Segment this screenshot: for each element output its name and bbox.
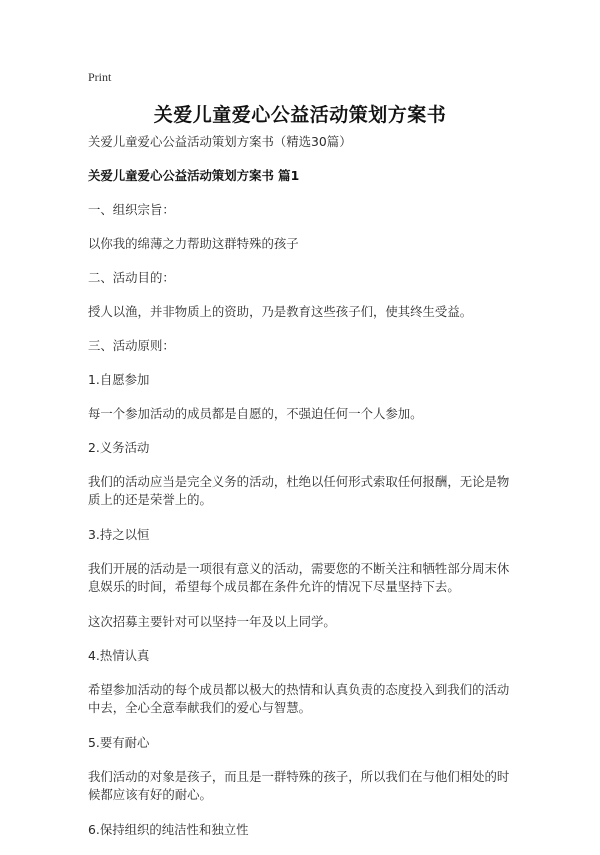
principle-6-heading: 6.保持组织的纯洁性和独立性 [88,822,249,837]
section-heading: 关爱儿童爱心公益活动策划方案书 篇1 [88,168,300,183]
document-subtitle: 关爱儿童爱心公益活动策划方案书（精选30篇） [88,134,352,149]
principle-3-text: 我们开展的活动是一项很有意义的活动，需要您的不断关注和牺牲部分周末休息娱乐的时间，希望每个成员都在条件允许的情况下尽量坚持下去。 [88,561,510,594]
paragraph-purpose-text: 以你我的绵薄之力帮助这群特殊的孩子 [88,236,299,251]
document-body [88,133,518,855]
paragraph-goal-heading: 二、活动目的： [88,270,175,285]
principle-2-heading: 2.义务活动 [88,440,150,455]
principle-3-note: 这次招募主要针对可以坚持一年及以上同学。 [88,614,336,629]
principle-1-heading: 1.自愿参加 [88,372,150,387]
print-link[interactable]: Print [88,70,112,84]
paragraph-principles-heading: 三、活动原则： [88,338,175,353]
principle-2-text: 我们的活动应当是完全义务的活动，杜绝以任何形式索取任何报酬，无论是物质上的还是荣誉上的。 [88,474,510,507]
paragraph-purpose-heading: 一、组织宗旨： [88,202,175,217]
principle-5-text: 我们活动的对象是孩子，而且是一群特殊的孩子，所以我们在与他们相处的时候都应该有好的耐心。 [88,769,510,802]
principle-3-heading: 3.持之以恒 [88,527,150,542]
paragraph-goal-text: 授人以渔，并非物质上的资助，乃是教育这些孩子们，使其终生受益。 [88,304,473,319]
principle-4-heading: 4.热情认真 [88,648,150,663]
principle-4-text: 希望参加活动的每个成员都以极大的热情和认真负责的态度投入到我们的活动中去，全心全意奉献我们的爱心与智慧。 [88,682,510,715]
page-title: 关爱儿童爱心公益活动策划方案书 [153,104,447,126]
principle-5-heading: 5.要有耐心 [88,735,150,750]
principle-1-text: 每一个参加活动的成员都是自愿的，不强迫任何一个人参加。 [88,406,423,421]
